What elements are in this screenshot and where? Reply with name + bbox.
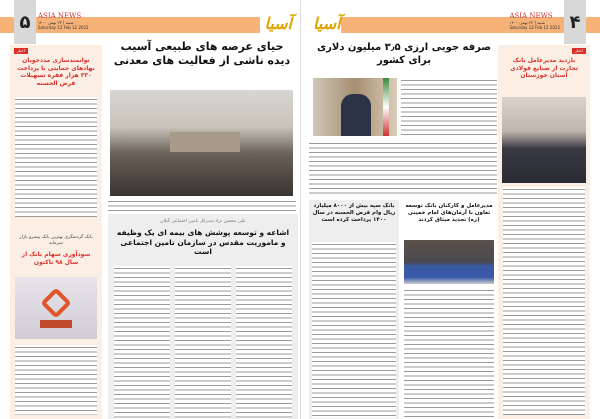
box-kicker: علی محسن نژاد مدیرکل تامین اجتماعی گیلان	[160, 219, 246, 224]
article-body	[404, 288, 494, 418]
ceremony-photo	[404, 240, 494, 284]
sidebar-tag: اخبار	[14, 48, 28, 54]
article-body	[108, 199, 296, 211]
masthead: ASIA NEWS شنبه | ۲۳ بهمن ۱۴۰۰ Saturday 12 Feb 12 2022	[509, 12, 560, 30]
article-box	[108, 214, 298, 419]
sidebar-headline: بازدید مدیرعامل بانک تجارت از صنایع فولادی استان خوزستان	[510, 57, 578, 79]
header-band	[341, 17, 600, 33]
article-body	[114, 266, 170, 419]
logo: آسیا	[264, 14, 292, 33]
box-headline: اشاعه و توسعه پوشش های بیمه ای یک وظیفه و ماموریت مقدس در سازمان تامین اجتماعی است	[116, 228, 290, 256]
article-body	[15, 97, 97, 217]
article-body	[312, 242, 396, 418]
article-body	[401, 78, 497, 138]
expo-photo	[15, 277, 97, 339]
sidebar	[498, 45, 590, 419]
main-headline: صرفه جویی ارزی ۳٫۵ میلیون دلاری برای کشور	[316, 42, 492, 66]
article-body	[175, 266, 231, 419]
official-photo	[313, 78, 397, 136]
masthead: ASIA NEWS شنبه | ۲۳ بهمن ۱۴۰۰ Saturday 12 Feb 12 2022	[38, 12, 89, 30]
page-number: ۵	[14, 0, 36, 44]
meeting-photo	[110, 90, 293, 196]
page-number: ۴	[564, 0, 586, 44]
box-headline: مدیرعامل و کارکنان بانک توسعه تعاون با آرمان‌های امام خمینی (ره) تجدید میثاق کردند	[405, 203, 493, 223]
sidebar-kicker: بانک گردشگری بهترین بانک پیشرو بازار سرمایه	[19, 235, 93, 246]
sidebar-headline: توانمندسازی مددجویان نهادهای حمایتی با پرداخت ۳۳۰ هزار فقره تسهیلات قرض الحسنه	[17, 57, 95, 87]
article-box	[401, 200, 497, 419]
sidebar	[10, 45, 102, 419]
article-body	[309, 141, 497, 197]
main-headline: حیای عرصه های طبیعی آسیب دیده ناشی از فعالیت های معدنی	[113, 40, 291, 67]
visit-photo	[502, 97, 586, 183]
article-box	[309, 200, 399, 419]
article-body	[236, 266, 292, 419]
box-headline: بانک سپه بیش از ۸۰۰۰ میلیارد ریال وام قرض الحسنه در سال ۱۴۰۰ پرداخت کرده است	[312, 203, 396, 223]
page-4	[300, 0, 600, 419]
article-body	[15, 345, 97, 415]
sidebar-headline-2: سودآوری سهام بانک از سال ۹۸ تاکنون	[21, 251, 91, 266]
article-body	[503, 187, 585, 415]
logo: آسیا	[313, 14, 341, 33]
sidebar-tag: اخبار	[572, 48, 586, 54]
